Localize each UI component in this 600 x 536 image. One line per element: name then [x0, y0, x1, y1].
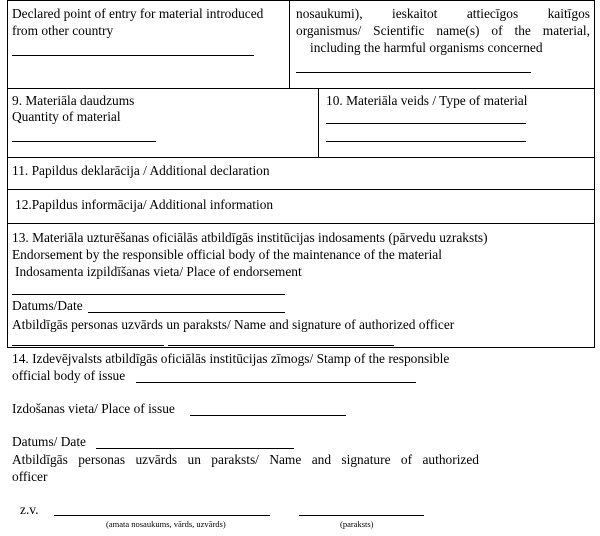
- material-type-title: 10. Materiāla veids / Type of material: [326, 93, 528, 108]
- endorsement-date-field[interactable]: [88, 312, 285, 313]
- endorsement-date-label: Datums/Date: [12, 298, 83, 313]
- row-divider-1: [7, 88, 595, 89]
- scientific-name-field[interactable]: [296, 72, 531, 73]
- issue-signature-label-line1: Atbildīgās personas uzvārds un paraksts/ Name and signature of authorized: [12, 452, 479, 467]
- issuing-stamp-line1: 14. Izdevējvalsts atbildīgās oficiālās institūcijas zīmogs/ Stamp of the responsible: [12, 351, 450, 366]
- issuing-stamp-field[interactable]: [136, 382, 416, 383]
- signature-field[interactable]: [299, 515, 424, 516]
- endorsement-line1: 13. Materiāla uzturēšanas oficiālās atbildīgās institūcijas indosaments (pārvedu uzraksts): [12, 230, 488, 245]
- place-of-issue-label: Izdošanas vieta/ Place of issue: [12, 401, 175, 416]
- entry-point-field[interactable]: [12, 55, 254, 56]
- additional-declaration-label: 11. Papildus deklarācija / Additional declaration: [12, 163, 270, 178]
- signature-caption: (paraksts): [340, 519, 374, 529]
- official-title-name-field[interactable]: [54, 515, 270, 516]
- endorsement-signature-field-right[interactable]: [168, 345, 394, 346]
- endorsement-signature-field-left[interactable]: [12, 345, 164, 346]
- endorsement-place-field[interactable]: [12, 294, 285, 295]
- additional-information-label: 12.Papildus informācija/ Additional information: [15, 197, 274, 212]
- endorsement-place-label: Indosamenta izpildīšanas vieta/ Place of endorsement: [15, 264, 302, 279]
- row-divider-2: [7, 157, 595, 158]
- scientific-name-label-line1: nosaukumi), ieskaitot attiecīgos kaitīgos: [296, 6, 590, 21]
- row-divider-3: [7, 189, 595, 190]
- endorsement-line2: Endorsement by the responsible official body of the maintenance of the material: [12, 247, 442, 262]
- row-divider-4: [7, 223, 595, 224]
- quantity-subtitle: Quantity of material: [12, 109, 121, 124]
- row1-column-divider: [289, 0, 290, 88]
- material-type-field-2[interactable]: [326, 141, 526, 142]
- quantity-title: 9. Materiāla daudzums: [12, 93, 135, 108]
- issue-date-field[interactable]: [96, 448, 294, 449]
- issue-date-label: Datums/ Date: [12, 434, 87, 449]
- scientific-name-label-line2: organismus/ Scientific name(s) of the material,: [296, 23, 590, 38]
- quantity-field[interactable]: [12, 141, 156, 142]
- entry-point-label-line2: from other country: [12, 23, 114, 38]
- official-title-name-caption: (amata nosaukums, vārds, uzvārds): [106, 519, 226, 529]
- entry-point-label-line1: Declared point of entry for material introduced: [12, 6, 264, 21]
- issue-signature-label-line2: officer: [12, 469, 48, 484]
- material-type-field-1[interactable]: [326, 123, 526, 124]
- row2-column-divider: [318, 88, 319, 157]
- scientific-name-label-line3: including the harmful organisms concerned: [310, 40, 543, 55]
- place-of-issue-field[interactable]: [190, 415, 346, 416]
- endorsement-signature-label: Atbildīgās personas uzvārds un paraksts/ Name and signature of authorized officer: [12, 317, 455, 332]
- issuing-stamp-line2: official body of issue: [12, 368, 126, 383]
- zv-label: z.v.: [20, 502, 39, 517]
